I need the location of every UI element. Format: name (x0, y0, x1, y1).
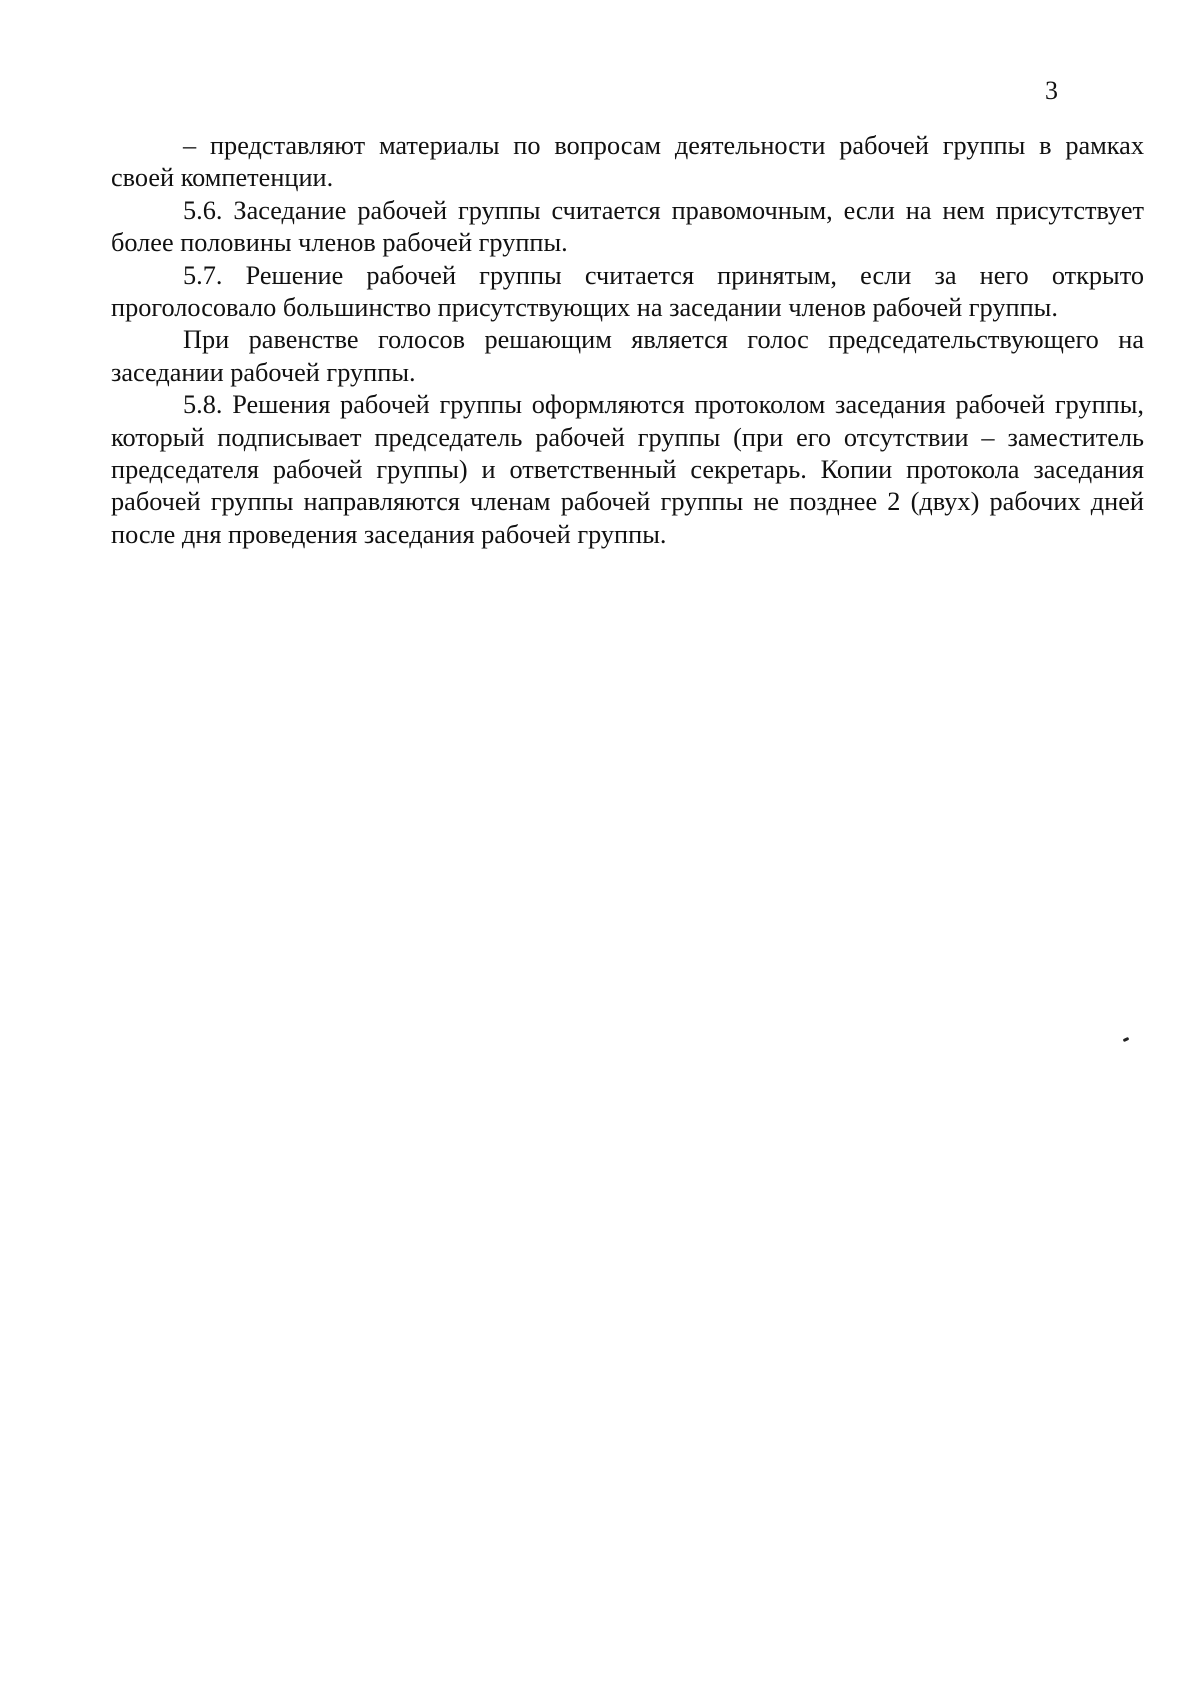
paragraph-5-7: 5.7. Решение рабочей группы считается принятым, если за него открыто проголосовало большинство присутствующих на заседании членов рабочей группы. (111, 260, 1144, 323)
scan-dot-mark (1123, 1037, 1130, 1042)
paragraph-tie-vote: При равенстве голосов решающим является голос председательствующего на заседании рабочей группы. (111, 325, 1144, 387)
paragraph-5-6: 5.6. Заседание рабочей группы считается правомочным, если на нем присутствует более половины членов рабочей группы. (111, 195, 1144, 258)
paragraph-5-8: 5.8. Решения рабочей группы оформляются протоколом заседания рабочей группы, который подписывает председатель рабочей группы (при его отсутствии – заместитель председателя рабочей группы) и ответственный секретарь. Копии протокола заседания рабочей группы направляются членам рабочей группы не позднее 2 (двух) рабочих дней после дня проведения заседания рабочей группы. (111, 390, 1144, 549)
page-number: 3 (1045, 76, 1058, 105)
paragraph-competence: – представляют материалы по вопросам деятельности рабочей группы в рамках своей компетенции. (111, 131, 1144, 193)
document-body (111, 130, 1144, 551)
